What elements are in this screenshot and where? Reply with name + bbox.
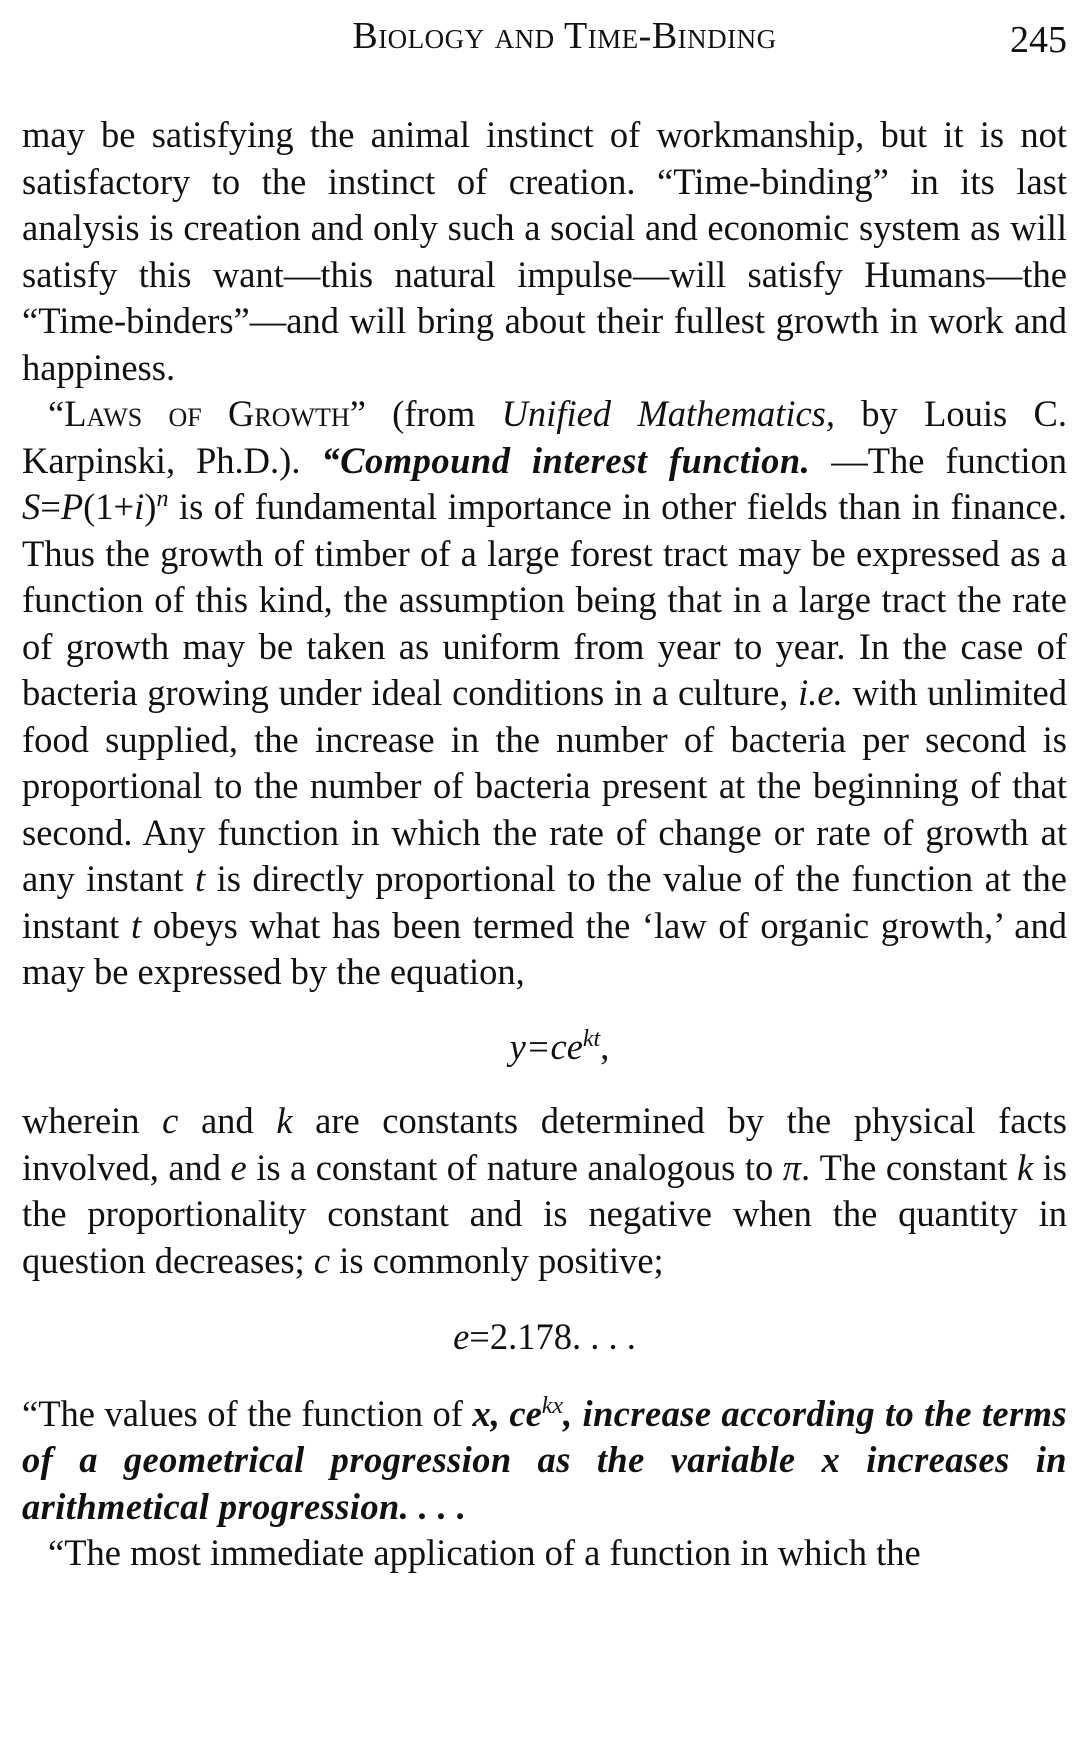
- paragraph-text-d: obeys what has been termed the ‘law of organic growth,’ and may be expressed by the equation,: [22, 904, 1067, 992]
- variable-k: k: [276, 1100, 293, 1141]
- variable-k-second: k: [1016, 1146, 1034, 1188]
- running-title: Biology and Time-Binding: [352, 15, 777, 57]
- open-quote: “: [48, 393, 65, 434]
- paragraph-text-c: is directly proportional to the value of the function at the instant: [22, 858, 1067, 946]
- dash-function: —The function: [810, 439, 1068, 481]
- equation-e-value: [22, 1314, 1067, 1361]
- formula-paren-close: ): [144, 486, 157, 527]
- text-wherein: wherein: [22, 1100, 163, 1141]
- equation-base: y=ce: [509, 1025, 583, 1067]
- text-positive: is commonly positive;: [330, 1239, 664, 1281]
- variable-c: c: [162, 1100, 179, 1141]
- paragraph-immediate-application: [22, 1530, 1067, 1577]
- paragraph-laws-of-growth: [22, 391, 1067, 996]
- equation-exponent: kt: [582, 1025, 601, 1052]
- text-geometric-italic: , increase according to the terms of a geometrical progression as the variable x increases in arithmetical progression. . . .: [22, 1392, 1067, 1527]
- paragraph-text-a: is of fundamental importance in other fields than in finance. Thus the growth of timber of a large forest tract may be expressed as a function of this kind, the assumption being that in a large tract the rate of growth may be taken as uniform from year to year. In the case of bacteria growing under ideal conditions in a culture,: [22, 486, 1067, 713]
- page-number: 245: [1010, 19, 1067, 61]
- formula-exponent: n: [156, 485, 169, 512]
- symbol-pi: π: [782, 1146, 802, 1188]
- paragraph-continuation: [22, 112, 1067, 391]
- book-page: [22, 0, 1067, 1744]
- equation-e-rest: =2.178. . . .: [469, 1316, 636, 1357]
- paragraph-text-b: with unlimited food supplied, the increase in the number of bacteria per second is proportional to the number of bacteria present at the beginning of that second. Any function in which the rate of change or rate of growth at any instant: [22, 672, 1068, 899]
- text-proportionality: is the proportionality constant and is negative when the quantity in question decreases;: [22, 1146, 1067, 1281]
- text-and: and: [178, 1100, 277, 1141]
- expression-x-ce: x, ce: [472, 1392, 542, 1434]
- section-heading: Laws of Growth: [64, 393, 350, 434]
- paragraph-text: may be satisfying the animal instinct of workmanship, but it is not satisfactory to the instinct of creation. “Time-binding” in its last analysis is creation and only such a social and economic system as will satisfy this want—this natural impulse—will satisfy Humans—the “Time-binders”—and will bring about their fullest growth in work and happiness.: [22, 114, 1067, 388]
- close-quote: ” (from: [349, 393, 502, 434]
- variable-t: t: [194, 858, 206, 899]
- formula-i: i: [134, 486, 145, 527]
- formula-paren-open: (1+: [83, 486, 135, 527]
- quoted-heading: “Compound interest function.: [321, 439, 811, 481]
- text-constants: are constants determined by the physical facts involved, and: [22, 1100, 1067, 1188]
- author-citation: by Louis C. Karpinski, Ph.D.).: [22, 393, 1067, 481]
- expression-exponent: kx: [541, 1392, 564, 1419]
- book-title: Unified Mathematics,: [501, 393, 836, 434]
- variable-t-second: t: [130, 904, 142, 946]
- paragraph-geometric: [22, 1391, 1067, 1531]
- running-head: [22, 0, 1067, 70]
- equation-e-var: e: [453, 1316, 470, 1357]
- text-the-constant: . The constant: [801, 1146, 1017, 1188]
- formula-s: S: [22, 486, 41, 527]
- formula-p: P: [60, 486, 84, 527]
- text-analogous: is a constant of nature analogous to: [246, 1146, 783, 1188]
- formula-eq: =: [40, 486, 61, 527]
- equation-comma: ,: [600, 1025, 610, 1067]
- variable-c-second: c: [313, 1239, 331, 1281]
- text-values-of: “The values of the function of: [22, 1392, 473, 1434]
- equation-organic-growth: [22, 1024, 1067, 1071]
- paragraph-text: “The most immediate application of a function in which the: [48, 1532, 921, 1573]
- abbrev-ie: i.e.: [798, 672, 843, 713]
- variable-e: e: [230, 1146, 247, 1188]
- paragraph-constants: [22, 1098, 1067, 1284]
